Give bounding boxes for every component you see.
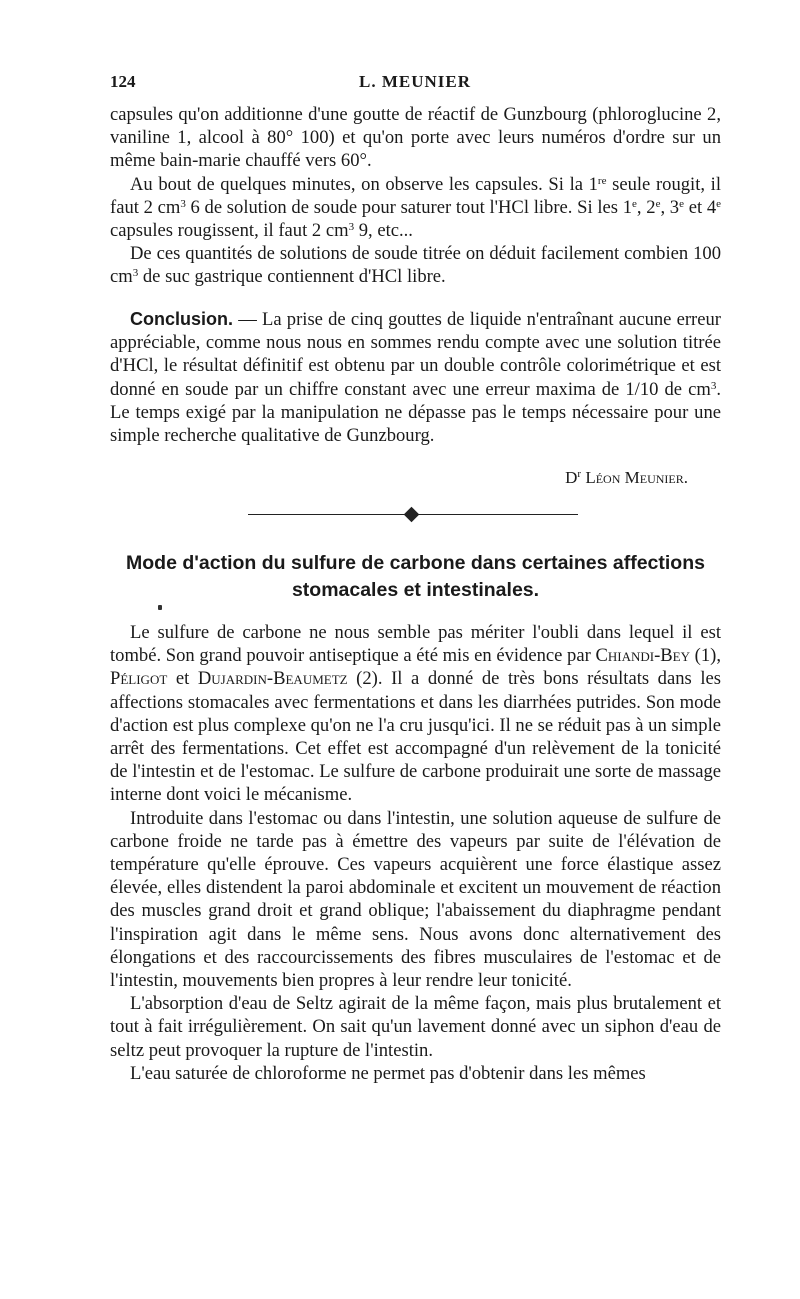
paragraph-conclusion: Conclusion. — La prise de cinq gouttes de liquide n'entraînant aucune erreur appréciable, comme nous nous en sommes rendu compte avec une solution titrée d'HCl, le résultat définitif est obtenu par un double contrôle colorimétrique et est donné en soude par un chiffre constant avec une erreur maxima de 1/10 de $cm^3$. Le temps exigé par la manipulation ne dépasse pas le temps nécessaire pour une simple recherche qualitative de Gunzbourg. (110, 309, 721, 447)
author-signature: $D^r$ Léon Meunier. (565, 468, 688, 487)
print-speck (158, 605, 162, 610)
paragraph-mechanism: Introduite dans l'estomac ou dans l'intestin, une solution aqueuse de sulfure de carbone froide ne tarde pas à émettre des vapeurs par suite de l'élévation de température qu'elle éprouve. Ces vapeurs acquièrent une force élastique assez élevée, elles distendent la paroi abdominale et excitent un mouvement de réaction des muscles grand droit et grand oblique; l'abaissement du diaphragme pendant l'inspiration agit dans le même sens. Nous avons donc alternativement des élongations et des raccourcissements des fibres musculaires de l'estomac et de l'intestin, mouvements bien propres à leur rendre leur tonicité. (110, 807, 721, 992)
paragraph-quantities: De ces quantités de solutions de soude titrée on déduit facilement combien 100 $cm^3$ de suc gastrique contiennent d'HCl libre. (110, 243, 721, 288)
paragraph-continuation: capsules qu'on additionne d'une goutte de réactif de Gunzbourg (phloroglucine 2, vaniline 1, alcool à 80° 100) et qu'on porte avec leurs numéros d'ordre sur un même bain-marie chauffé vers 60°. (110, 104, 721, 172)
page-number: 124 (110, 72, 136, 91)
running-title: L. MEUNIER (358, 72, 471, 91)
paragraph-seltz: L'absorption d'eau de Seltz agirait de la même façon, mais plus brutalement et tout à fait irrégulièrement. On sait qu'un lavement donné avec un siphon d'eau de seltz peut provoquer la rupture de l'intestin. (110, 993, 721, 1061)
continuation-section (110, 103, 721, 289)
article-body (110, 621, 721, 1085)
article-title: Mode d'action du sulfure de carbone dans certaines affections stomacales et intestinales. (126, 552, 705, 601)
paragraph-introduction: Le sulfure de carbone ne nous semble pas mériter l'oubli dans lequel il est tombé. Son grand pouvoir antiseptique a été mis en évidence par Chiandi-Bey (1), Péligot et Dujardin-Beaumetz (2). Il a donné de très bons résultats dans les affections stomacales avec fermentations et dans les diarrhées putrides. Son mode d'action est plus complexe qu'on ne l'a cru jusqu'ici. Il ne se réduit pas à un simple arrêt des fermentations. Cet effet est accompagné d'un relèvement de la tonicité de l'intestin et de l'estomac. Le sulfure de carbone produirait une sorte de massage interne dont voici le mécanisme. (110, 622, 721, 806)
author-citation: Péligot (110, 668, 168, 690)
conclusion-section (110, 308, 721, 447)
author-citation: Chiandi-Bey (595, 645, 690, 667)
paragraph-capsules: Au bout de quelques minutes, on observe les capsules. Si la 1re seule rougit, il faut 2 $cm^3$ 6 de solution de soude pour saturer tout l'HCl libre. Si les 1e, 2e, 3e et 4e capsules rougissent, il faut 2 $cm^3$ 9, etc... (110, 173, 722, 242)
conclusion-heading: Conclusion. (130, 309, 233, 329)
running-header (110, 72, 720, 98)
paragraph-chloroform: L'eau saturée de chloroforme ne permet pas d'obtenir dans les mêmes (130, 1062, 646, 1084)
diamond-ornament-icon (404, 507, 420, 523)
author-citation: Dujardin-Beaumetz (197, 668, 348, 690)
